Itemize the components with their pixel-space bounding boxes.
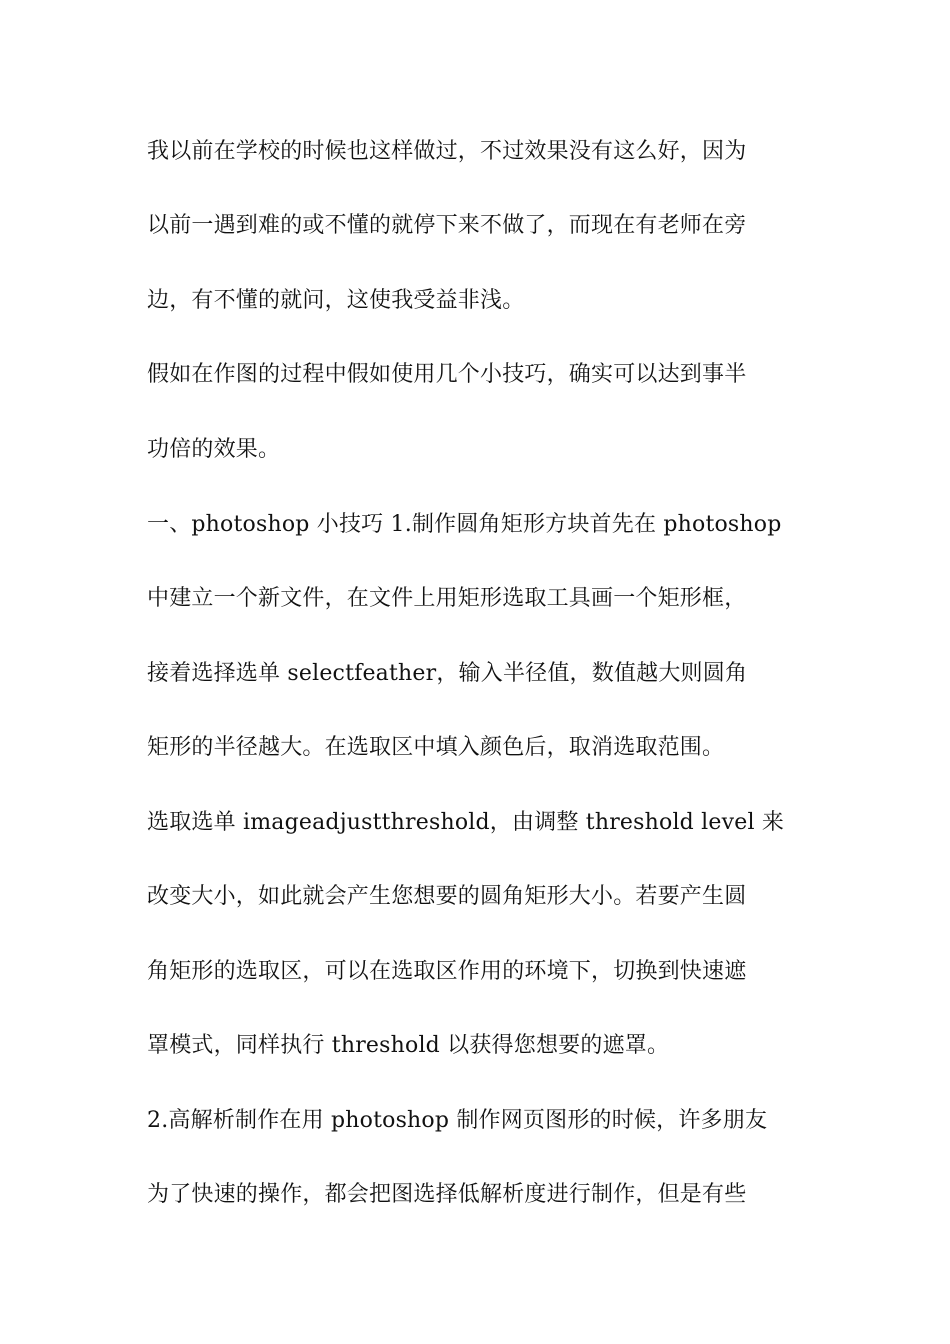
text-line: 中建立一个新文件，在文件上用矩形选取工具画一个矩形框， — [147, 586, 747, 611]
text-line: 罩模式，同样执行 threshold 以获得您想要的遮罩。 — [147, 1033, 670, 1058]
text-line: 我以前在学校的时候也这样做过，不过效果没有这么好，因为 — [147, 139, 747, 164]
text-line: 改变大小，如此就会产生您想要的圆角矩形大小。若要产生圆 — [147, 884, 747, 909]
text-line: 假如在作图的过程中假如使用几个小技巧，确实可以达到事半 — [147, 362, 747, 387]
text-line: 矩形的半径越大。在选取区中填入颜色后，取消选取范围。 — [147, 735, 725, 760]
text-line: 一、photoshop 小技巧 1.制作圆角矩形方块首先在 photoshop — [147, 512, 782, 537]
text-line: 为了快速的操作，都会把图选择低解析度进行制作，但是有些 — [147, 1182, 747, 1207]
text-line: 功倍的效果。 — [147, 437, 281, 462]
text-line: 边，有不懂的就问，这使我受益非浅。 — [147, 288, 525, 313]
text-line: 选取选单 imageadjustthreshold，由调整 threshold level 来 — [147, 810, 785, 835]
text-line: 角矩形的选取区，可以在选取区作用的环境下，切换到快速遮 — [147, 959, 747, 984]
text-line: 2.高解析制作在用 photoshop 制作网页图形的时候，许多朋友 — [147, 1108, 768, 1133]
text-line: 接着选择选单 selectfeather，输入半径值，数值越大则圆角 — [147, 661, 748, 686]
text-line: 以前一遇到难的或不懂的就停下来不做了，而现在有老师在旁 — [147, 213, 747, 238]
